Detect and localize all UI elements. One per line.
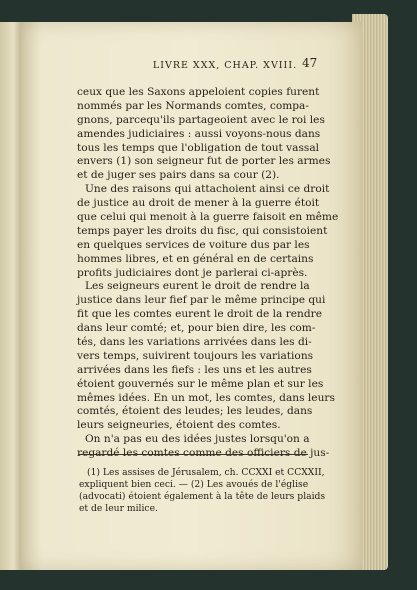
text-line: gnons, parcequ'ils partageoient avec le roi les	[77, 113, 325, 126]
text-line: étoient gouvernés sur le même plan et sur les	[77, 377, 324, 390]
text-line: mêmes idées. En un mot, les comtes, dans leurs	[77, 391, 335, 404]
text-line: Les seigneurs eurent le droit de rendre la	[85, 280, 310, 293]
text-line: comtés, étoient des leudes; les leudes, dans	[77, 405, 313, 418]
text-line: fit que les comtes eurent le droit de la rendre	[77, 308, 322, 321]
text-line: regardé les comtes comme des officiers de jus-	[77, 447, 330, 460]
text-line: arrivées dans les fiefs : les uns et les autres	[77, 363, 312, 376]
text-line: envers (1) son seigneur fut de porter les armes	[77, 155, 331, 168]
text-line: ceux que les Saxons appeloient copies furent	[77, 86, 320, 98]
footnotes	[79, 467, 326, 515]
text-line: hommes libres, et en général en de certains	[77, 252, 314, 265]
footnote-rule	[78, 454, 308, 455]
facing-page-edge	[0, 22, 23, 570]
text-line: dans leur comté; et, pour bien dire, les com-	[77, 322, 316, 335]
text-line: tous les temps que l'obligation de tout vassal	[77, 141, 320, 154]
text-line: temps payer les droits du fisc, qui consistoient	[77, 224, 328, 237]
footnote-line: et de leur milice.	[79, 503, 158, 514]
text-line: et de juger ses pairs dans sa cour (2).	[77, 169, 280, 182]
page-number: 47	[302, 56, 318, 70]
footnote-line: (1) Les assises de Jérusalem, ch. CCXXI et CCXXII,	[87, 467, 325, 478]
text-line: profits judiciaires dont je parlerai ci-après.	[77, 266, 308, 279]
text-line: On n'a pas eu des idées justes lorsqu'on a	[85, 433, 310, 446]
footnote-line: expliquent bien ceci. — (2) Les avoués de l'église	[79, 479, 309, 490]
text-line: tés, dans les variations arrivées dans les di-	[77, 336, 312, 349]
book-page	[21, 22, 362, 570]
text-line: nommés par les Normands comtes, compa-	[77, 99, 309, 112]
text-line: justice dans leur fief par le même principe qui	[77, 294, 326, 307]
footnote-line: (advocati) étoient également à la tête de leurs plaids	[79, 491, 326, 502]
running-header	[21, 56, 362, 74]
text-line: Une des raisons qui attachoient ainsi ce droit	[85, 183, 330, 196]
text-line: en quelques services de voiture dus par les	[77, 238, 310, 251]
text-line: que celui qui menoit à la guerre faisoit en même	[77, 211, 339, 224]
text-line: leurs seigneuries, étoient des comtes.	[77, 419, 281, 432]
body-text	[77, 86, 339, 461]
text-line: amendes judiciaires : aussi voyons-nous dans	[77, 127, 321, 140]
text-line: de justice au droit de mener à la guerre étoit	[77, 197, 320, 210]
running-title: LIVRE XXX, CHAP. XVIII.	[152, 60, 298, 71]
text-line: vers temps, suivirent toujours les variations	[77, 349, 314, 362]
